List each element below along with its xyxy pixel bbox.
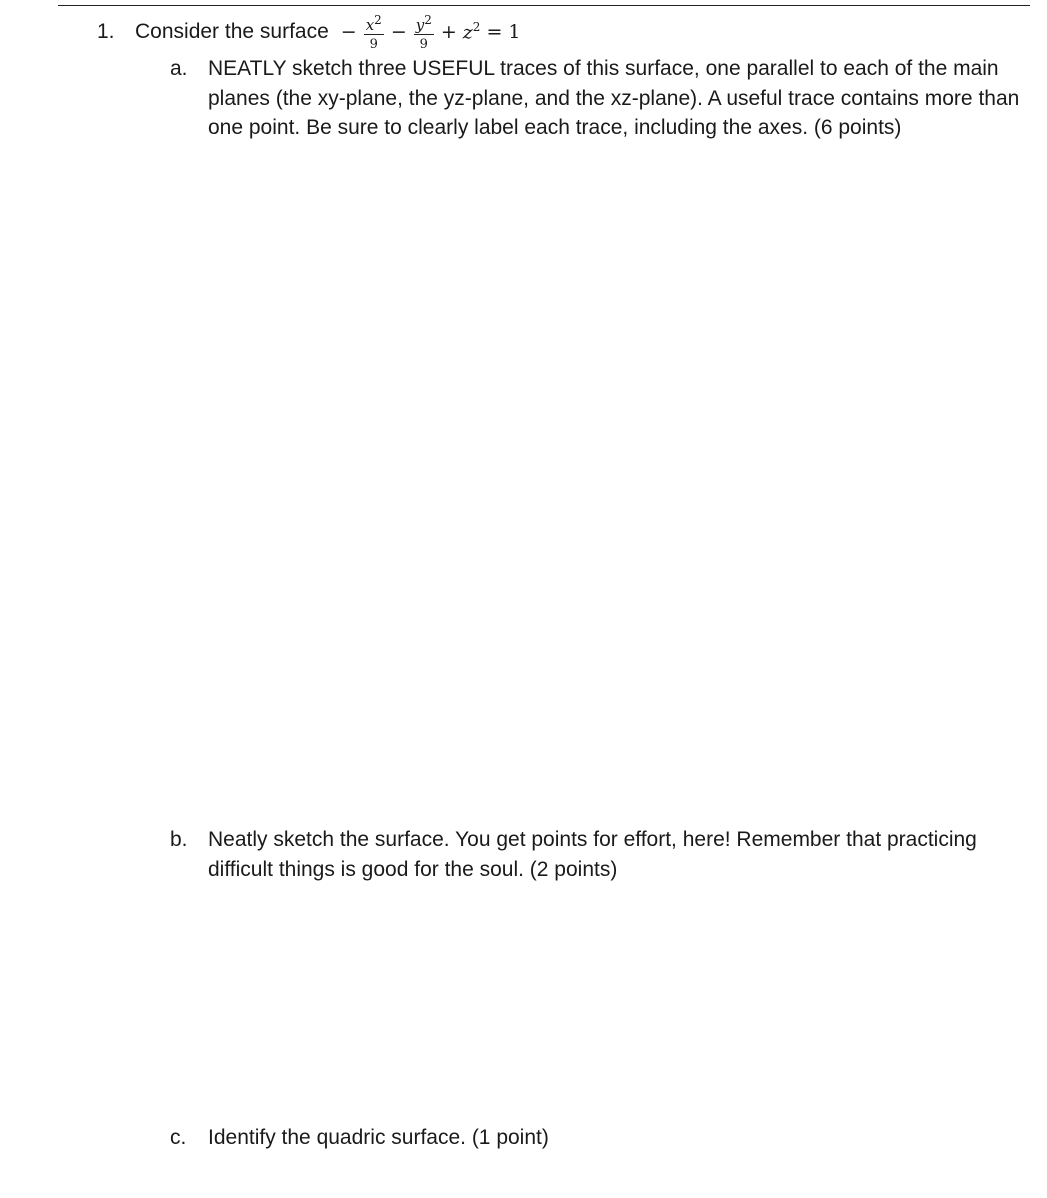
part-a-text: NEATLY sketch three USEFUL traces of this surface, one parallel to each of the main planes (the xy-plane, the yz-plane, and the xz-plane). A useful trace contains more than one point. Be sure to clearly label each trace, including the axes. (6 points) <box>208 57 1020 139</box>
eq-fraction-x <box>364 14 384 51</box>
part-b-label: b. <box>170 828 188 851</box>
part-c-text: Identify the quadric surface. (1 point) <box>208 1126 549 1149</box>
eq-lead-sign: − <box>340 21 357 43</box>
eq-minus-sign: − <box>390 21 407 43</box>
question-number: 1. <box>97 20 115 43</box>
part-a <box>170 54 1030 143</box>
eq-z-term: $z^2$ <box>462 20 481 44</box>
eq-fraction-y-numerator: $y^2$ <box>415 12 432 34</box>
question-intro: Consider the surface <box>135 20 329 43</box>
part-c <box>170 1123 1030 1153</box>
surface-equation <box>335 14 521 51</box>
eq-plus-sign: + <box>440 21 457 43</box>
question-1-header <box>97 10 520 54</box>
eq-fraction-y-denominator: 9 <box>419 36 428 52</box>
part-b <box>170 825 1030 884</box>
part-c-label: c. <box>170 1126 187 1149</box>
part-a-label: a. <box>170 57 188 80</box>
part-b-text: Neatly sketch the surface. You get points for effort, here! Remember that practicing difficult things is good for the soul. (2 points) <box>208 828 977 881</box>
eq-fraction-y <box>414 14 434 51</box>
eq-fraction-x-numerator: $x^2$ <box>365 12 382 34</box>
eq-equals-sign: = <box>486 21 503 43</box>
part-b-answer-space[interactable] <box>170 890 1030 1110</box>
top-rule <box>58 5 1030 6</box>
part-a-answer-space[interactable] <box>170 180 1030 810</box>
eq-fraction-x-denominator: 9 <box>369 36 378 52</box>
eq-rhs: 1 <box>508 21 521 43</box>
